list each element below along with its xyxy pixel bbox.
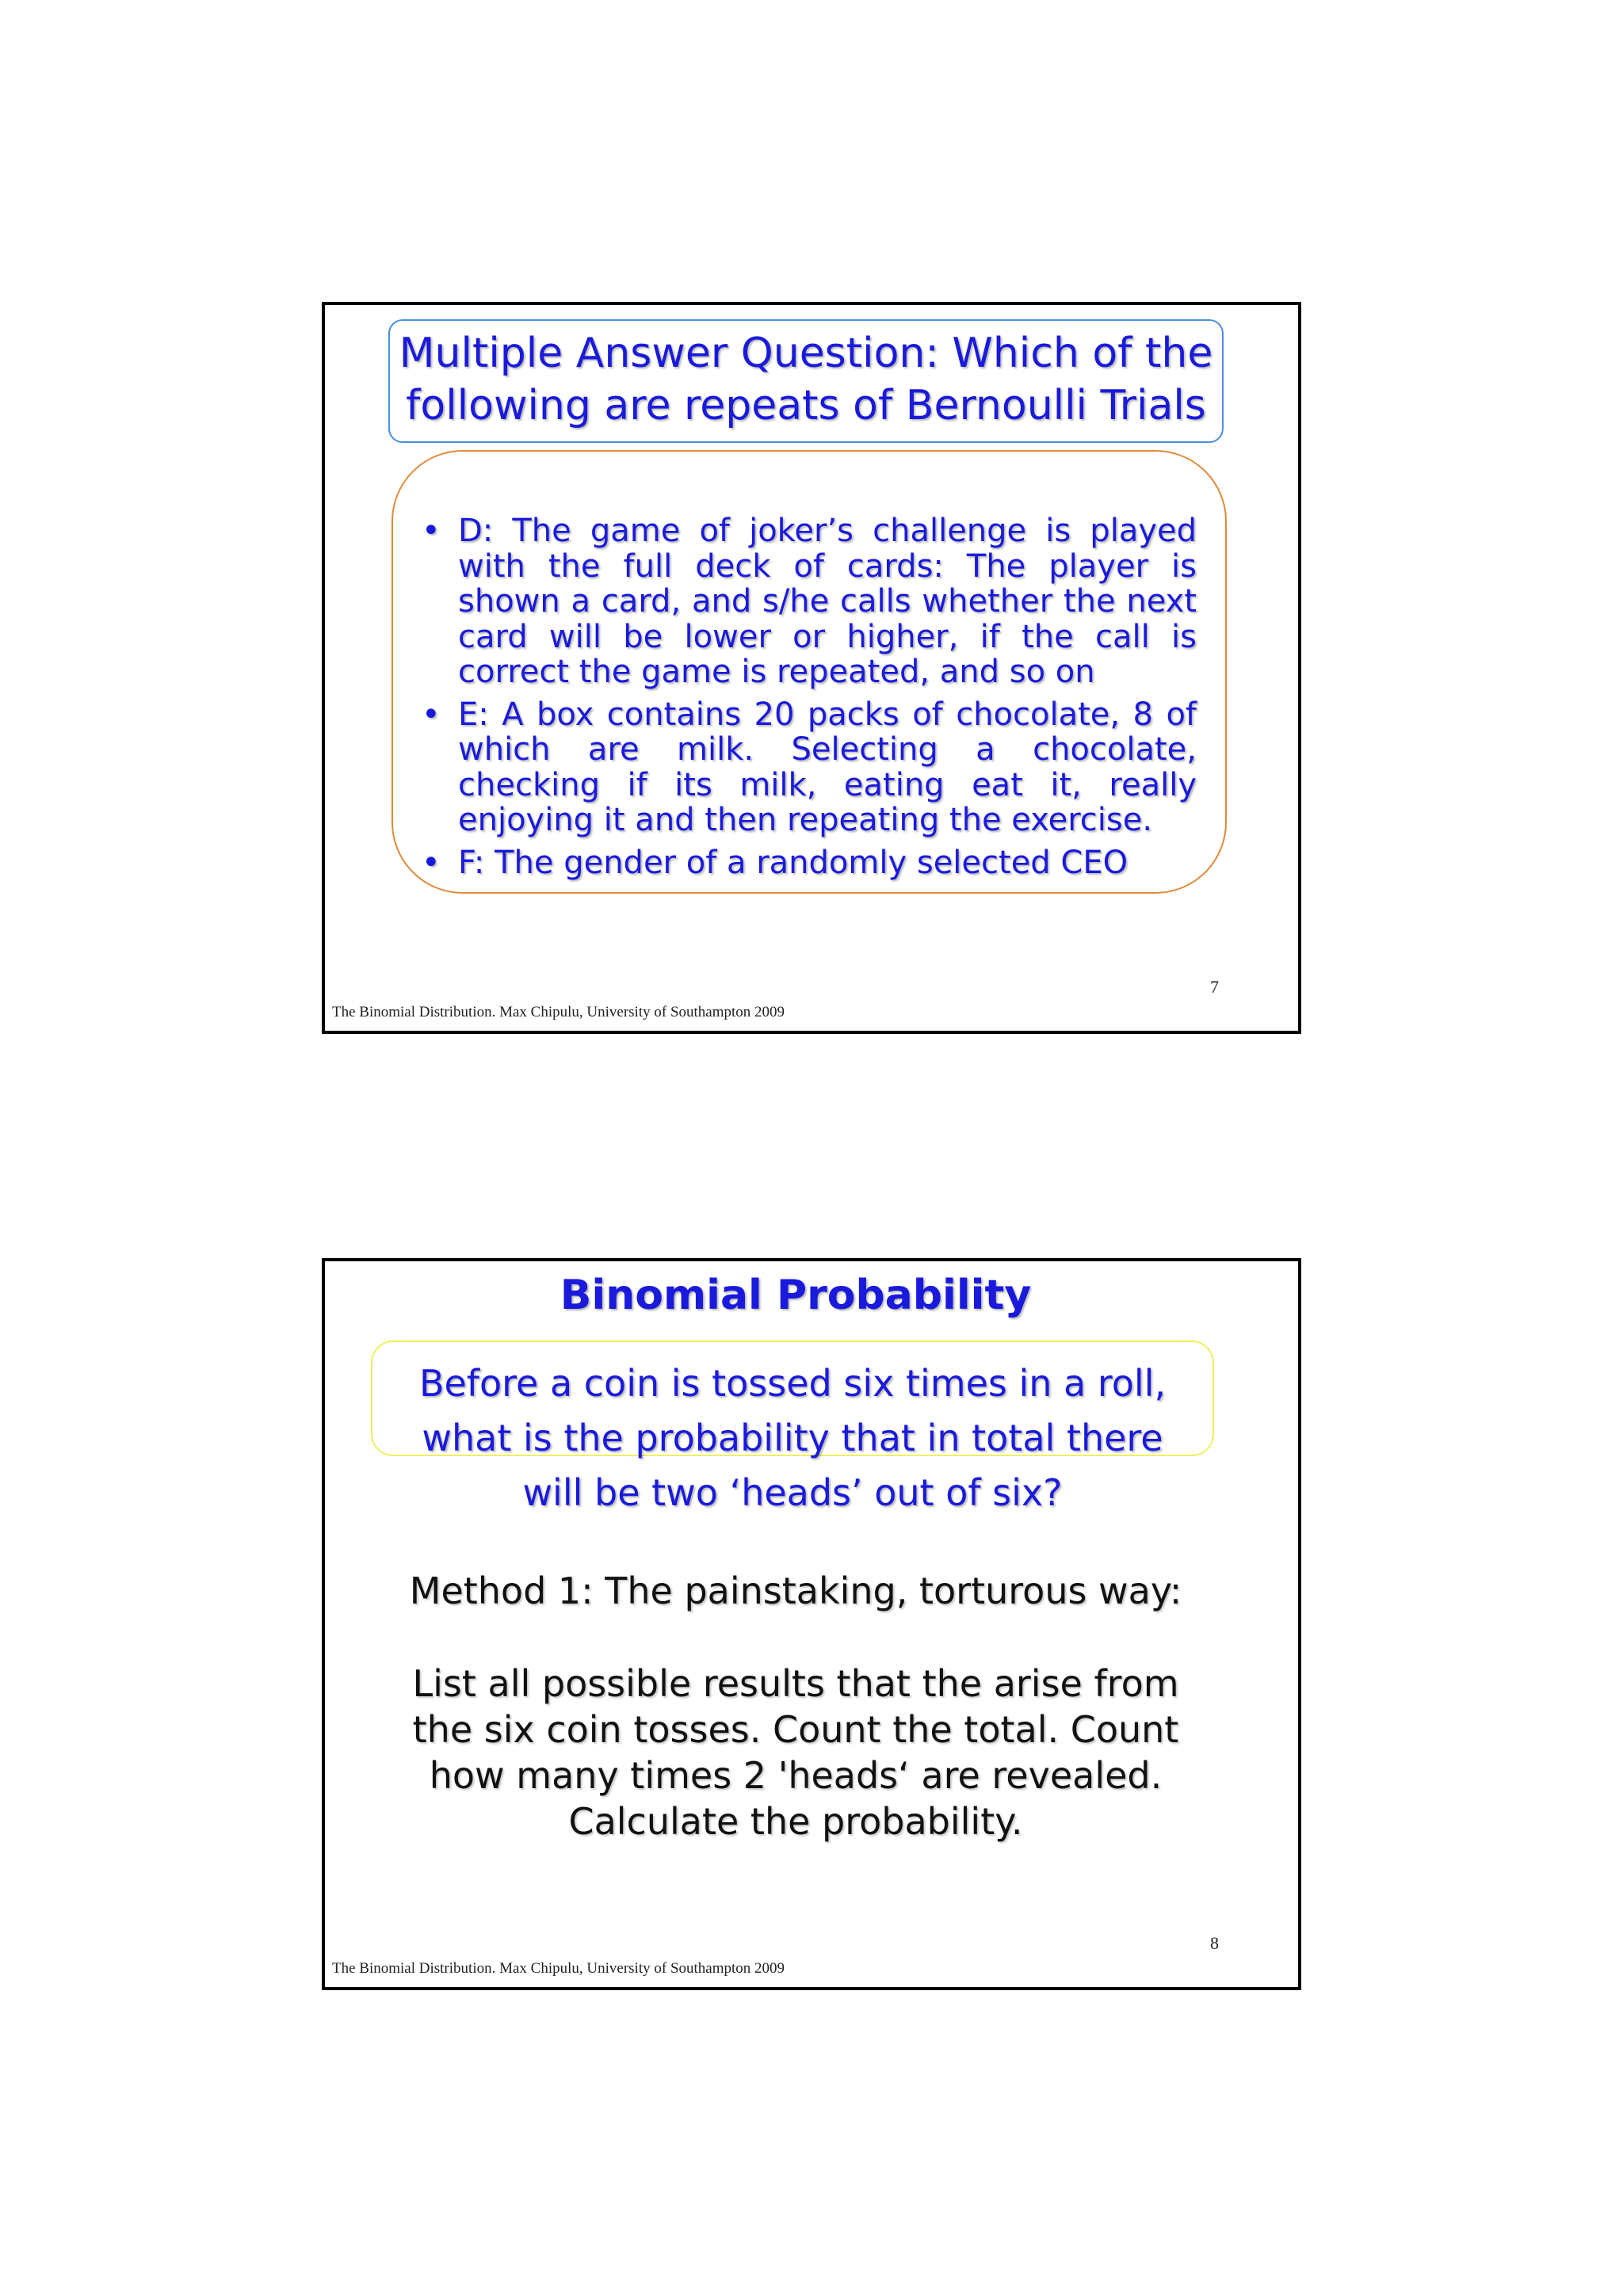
bullet-text: D: The game of joker’s challenge is played with the full deck of cards: The player is shown a card, and s/he calls whether the next card will be lower or higher, if the call is correct the game is repeated, and so on — [458, 513, 1197, 690]
bullet-dot: • — [422, 696, 441, 733]
method-heading: Method 1: The painstaking, torturous way: — [409, 1569, 1182, 1612]
question-text: Before a coin is tossed six times in a roll, what is the probability that in total there will be two ‘heads’ out of six? — [418, 1362, 1167, 1514]
bullet-item-f — [422, 845, 1197, 881]
slide-footer: The Binomial Distribution. Max Chipulu, University of Southampton 2009 — [332, 1960, 785, 1977]
bullet-list — [422, 513, 1197, 887]
page-number: 8 — [1210, 1933, 1219, 1953]
bullet-dot: • — [422, 844, 441, 881]
bullet-text: E: A box contains 20 packs of chocolate, 8 of which are milk. Selecting a chocolate, checking if its milk, eating eat it, really enjoying it and then repeating the exercise. — [458, 696, 1197, 838]
page-number: 7 — [1210, 977, 1219, 997]
bullet-text: F: The gender of a randomly selected CEO — [458, 844, 1128, 881]
slide-8 — [322, 1258, 1301, 1990]
slide-7 — [322, 302, 1301, 1034]
bullet-dot: • — [422, 513, 441, 549]
bullet-item-e — [422, 697, 1197, 838]
method-instructions: List all possible results that the arise from the six coin tosses. Count the total. Count how many times 2 'heads‘ are revealed. Calculate the probability. — [412, 1662, 1179, 1843]
bullet-item-d — [422, 513, 1197, 690]
slide-title: Multiple Answer Question: Which of the following are repeats of Bernoulli Trials — [399, 330, 1213, 429]
slide-title: Binomial Probability — [559, 1272, 1032, 1319]
slide-footer: The Binomial Distribution. Max Chipulu, University of Southampton 2009 — [332, 1004, 785, 1020]
